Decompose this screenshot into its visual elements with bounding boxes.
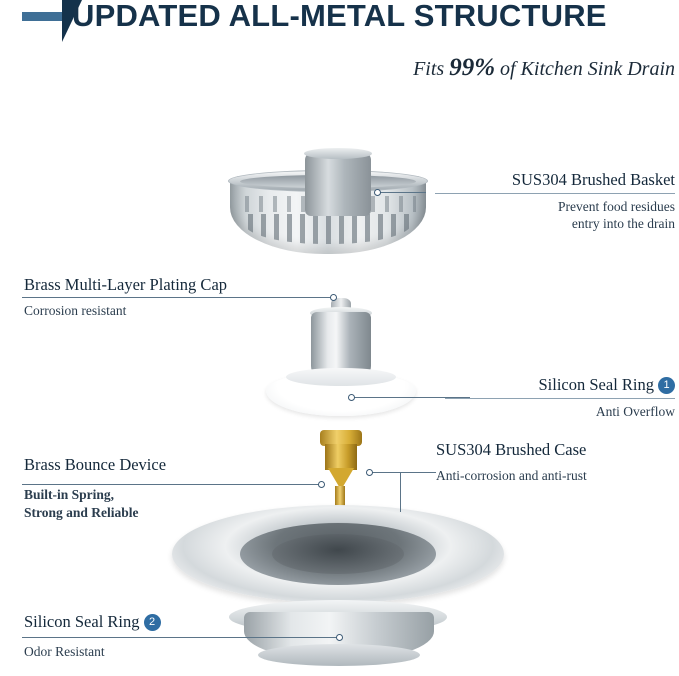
subtitle — [413, 54, 675, 82]
callout-title — [24, 612, 284, 632]
callout-brass-multi-layer-plating-cap — [24, 275, 314, 319]
callout-subtext-line1: Prevent food residues — [558, 199, 675, 214]
callout-title: Brass Bounce Device — [24, 455, 167, 474]
leader-line-basket — [378, 192, 426, 193]
subtitle-suffix: of Kitchen Sink Drain — [495, 58, 675, 80]
header-accent-bar — [22, 12, 66, 21]
basket-center-post-top — [304, 148, 372, 159]
callout-subtext-line1: Corrosion resistant — [24, 303, 127, 318]
leader-dot-brushed-case — [366, 469, 373, 476]
callout-badge: 2 — [144, 614, 161, 631]
callout-badge: 1 — [658, 377, 675, 394]
callout-title-text: Silicon Seal Ring — [538, 375, 654, 394]
callout-brass-bounce-device — [24, 455, 274, 521]
subtitle-percent: 99% — [449, 54, 496, 81]
seal-ring-1-top — [286, 368, 396, 386]
header-banner — [0, 0, 679, 46]
callout-subtext-line2: Strong and Reliable — [24, 505, 139, 520]
leader-dot-seal-ring-2 — [336, 634, 343, 641]
leader-dot-plating-cap — [330, 294, 337, 301]
brass-body — [325, 444, 357, 470]
callout-silicon-seal-ring-1 — [445, 375, 675, 420]
leader-dot-seal-ring-1 — [348, 394, 355, 401]
callout-subtext-line1: Anti Overflow — [595, 404, 675, 419]
callout-subtext-line1: Odor Resistant — [24, 644, 105, 659]
leader-line-brushed-case-vertical — [400, 472, 401, 512]
callout-silicon-seal-ring-2 — [24, 612, 284, 660]
leader-dot-bounce-device — [318, 481, 325, 488]
callout-sus304-brushed-basket — [435, 170, 675, 232]
callout-title-text: Silicon Seal Ring — [24, 612, 140, 631]
case-bowl-inner — [272, 534, 404, 574]
callout-title: SUS304 Brushed Case — [436, 440, 587, 459]
callout-title — [445, 375, 675, 395]
callout-divider — [445, 398, 675, 399]
subtitle-prefix: Fits — [413, 58, 450, 80]
callout-title: SUS304 Brushed Basket — [511, 170, 675, 189]
leader-dot-basket — [374, 189, 381, 196]
callout-divider — [435, 193, 675, 194]
basket-center-post — [305, 152, 371, 216]
callout-subtext-line2: entry into the drain — [571, 216, 675, 231]
callout-sus304-brushed-case — [436, 440, 676, 484]
callout-subtext-line1: Built-in Spring, — [24, 487, 115, 502]
page-title: UPDATED ALL-METAL STRUCTURE — [72, 0, 607, 33]
callout-title: Brass Multi-Layer Plating Cap — [24, 275, 228, 294]
leader-line-brushed-case — [370, 472, 436, 473]
callout-subtext-line1: Anti-corrosion and anti-rust — [436, 468, 587, 483]
